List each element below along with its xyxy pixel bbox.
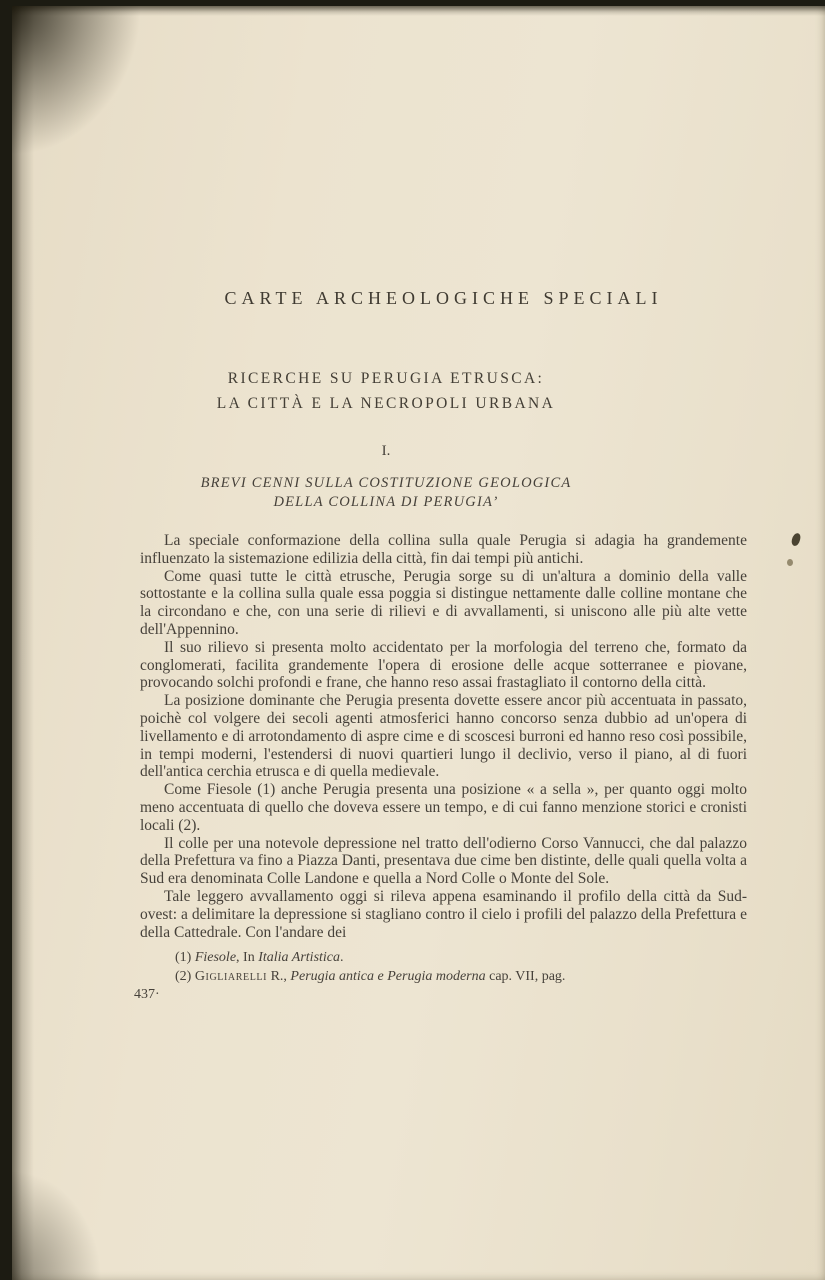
footnote-1-mid: , In xyxy=(236,950,259,966)
body-paragraph: Il suo rilievo si presenta molto accidentato per la morfologia del terreno che, formato da conglomerati, facilita grandemente l'opera di erosione delle acque sotterranee e piovane, provocando solchi profondi e frane, che hanno reso assai frastagliato il contorno della città. xyxy=(140,638,747,692)
document-page xyxy=(12,6,825,1280)
footnote-2-end: cap. VII, pag. xyxy=(485,968,566,984)
article-title-line1: RICERCHE SU PERUGIA ETRUSCA: xyxy=(227,370,545,387)
footnote-1-title: Fiesole xyxy=(194,950,237,966)
body-paragraph: Tale leggero avvallamento oggi si rileva appena esaminando il profilo della città da Sud-ovest: a delimitare la depressione si stagliano contro il cielo i profili del palazzo della Prefettura e della Cattedrale. Con l'andare dei xyxy=(140,887,747,941)
footnote-1-marker: (1) xyxy=(175,950,195,966)
footnotes xyxy=(134,949,747,1004)
body-paragraph: Il colle per una notevole depressione nel tratto dell'odierno Corso Vannucci, che dal palazzo della Prefettura va fino a Piazza Danti, presentava due cime ben distinte, delle quali quella volta a Sud era denominata Colle Landone e quella a Nord Colle o Monte del Sole. xyxy=(140,834,747,888)
footnote-1 xyxy=(140,949,747,967)
footnote-continuation: 437· xyxy=(134,986,160,1002)
footnote-2-mid: R., xyxy=(267,968,291,984)
body-paragraph: Come Fiesole (1) anche Perugia presenta una posizione « a sella », per quanto oggi molto meno accentuata di quello che doveva essere un tempo, e di cui fanno menzione storici e cronisti locali (2). xyxy=(140,781,747,834)
chapter-subtitle-line1: BREVI CENNI SULLA COSTITUZIONE GEOLOGICA xyxy=(200,475,572,491)
footnote-1-end: . xyxy=(340,950,344,966)
chapter-subtitle-line2: DELLA COLLINA DI PERUGIA’ xyxy=(273,494,499,510)
page-content xyxy=(12,6,825,1004)
footnote-2-work: Perugia antica e Perugia moderna xyxy=(290,968,486,984)
article-title xyxy=(140,366,632,416)
page-corner-shadow-bottom-left xyxy=(12,1170,102,1280)
chapter-subtitle xyxy=(140,474,632,512)
series-heading: CARTE ARCHEOLOGICHE SPECIALI xyxy=(224,288,663,308)
article-title-line2: LA CITTÀ E LA NECROPOLI URBANA xyxy=(216,395,556,412)
section-number: I. xyxy=(381,443,391,459)
body-text xyxy=(140,532,747,941)
footnote-2-marker: (2) xyxy=(175,968,195,984)
footnote-2 xyxy=(140,968,747,986)
body-paragraph: Come quasi tutte le città etrusche, Perugia sorge su di un'altura a dominio della valle sottostante e la collina sulla quale essa poggia si distingue nettamente dalle colline montane che la circondano e che, con una serie di rilievi e di avvallamenti, si uniscono alle più alte vette dell'Appennino. xyxy=(140,567,747,638)
body-paragraph: La speciale conformazione della collina sulla quale Perugia si adagia ha grandemente influenzato la sistemazione edilizia della città, fin dai tempi più antichi. xyxy=(140,532,747,567)
footnote-2-author: Gigliarelli xyxy=(194,968,268,984)
footnote-1-work: Italia Artistica xyxy=(258,950,341,966)
body-paragraph: La posizione dominante che Perugia presenta dovette essere ancor più accentuata in passato, poichè col volgere dei secoli agenti atmosferici hanno concorso senza dubbio ad un'opera di livellamento e di arrotondamento di aspre cime e di scoscesi burroni ed hanno reso così possibile, in tempi moderni, l'estendersi di nuovi quartieri lungo il declivio, verso il piano, al di fuori dell'antica cerchia etrusca e di quella medievale. xyxy=(140,692,747,781)
